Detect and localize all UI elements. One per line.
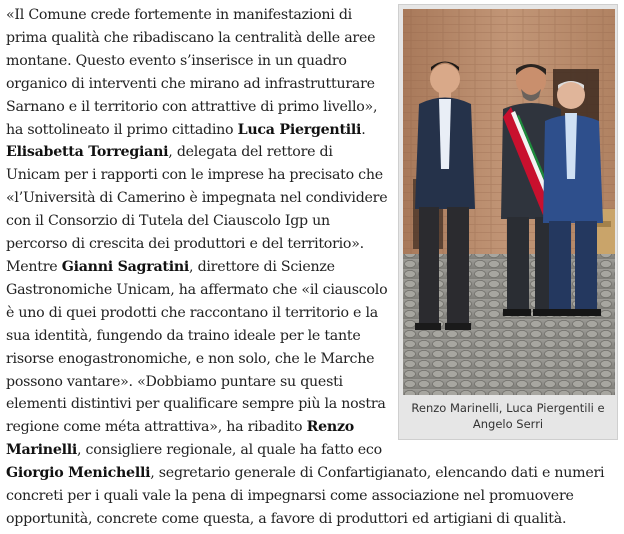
photo-caption: Renzo Marinelli, Luca Piergentili e Angelo Serri <box>411 401 605 431</box>
article-text-5: , consigliere regionale, al quale ha fatto eco <box>77 442 382 459</box>
event-photo <box>403 9 615 395</box>
person-name-sagratini: Gianni Sagratini <box>61 258 190 275</box>
article-text-1: «Il Comune crede fortemente in manifestazioni di prima qualità che ribadiscano la centralità delle aree montane. Questo evento s’inserisce in un quadro organico di interventi che mirano ad infrastrutturare Sarnano e il territorio con attrattive di primo livello», ha sottolineato il primo cittadino <box>6 7 378 138</box>
article-body <box>6 4 618 531</box>
photo-figure <box>398 4 618 440</box>
person-name-torregiani: Elisabetta Torregiani <box>6 144 169 161</box>
person-name-marinelli: Renzo Marinelli <box>6 419 354 459</box>
article-text-3: , delegata del rettore di Unicam per i rapporti con le imprese ha precisato che «l’Università di Camerino è impegnata nel condividere con il Consorzio di Tutela del Ciauscolo Igp un percorso di crescita dei produttori e del territorio». Mentre <box>6 144 388 275</box>
person-name-menichelli: Giorgio Menichelli <box>6 465 151 482</box>
article-text-2: . <box>361 121 366 138</box>
article-text-6: , segretario generale di Confartigianato, elencando dati e numeri concreti per i quali vale la pena di impegnarsi come associazione nel promuovere opportunità, concrete come questa, a favore di produttori ed artigiani di qualità. <box>6 465 605 527</box>
person-name-piergentili: Luca Piergentili <box>237 121 362 138</box>
article-text-4: , direttore di Scienze Gastronomiche Unicam, ha affermato che «il ciauscolo è uno di quei prodotti che raccontano il territorio e la sua identità, fungendo da traino ideale per le tante risorse enogastronomiche, e non solo, che le Marche possono vantare». «Dobbiamo puntare su questi elementi distintivi per qualificare sempre più la nostra regione come méta attrattiva», ha ribadito <box>6 258 388 436</box>
